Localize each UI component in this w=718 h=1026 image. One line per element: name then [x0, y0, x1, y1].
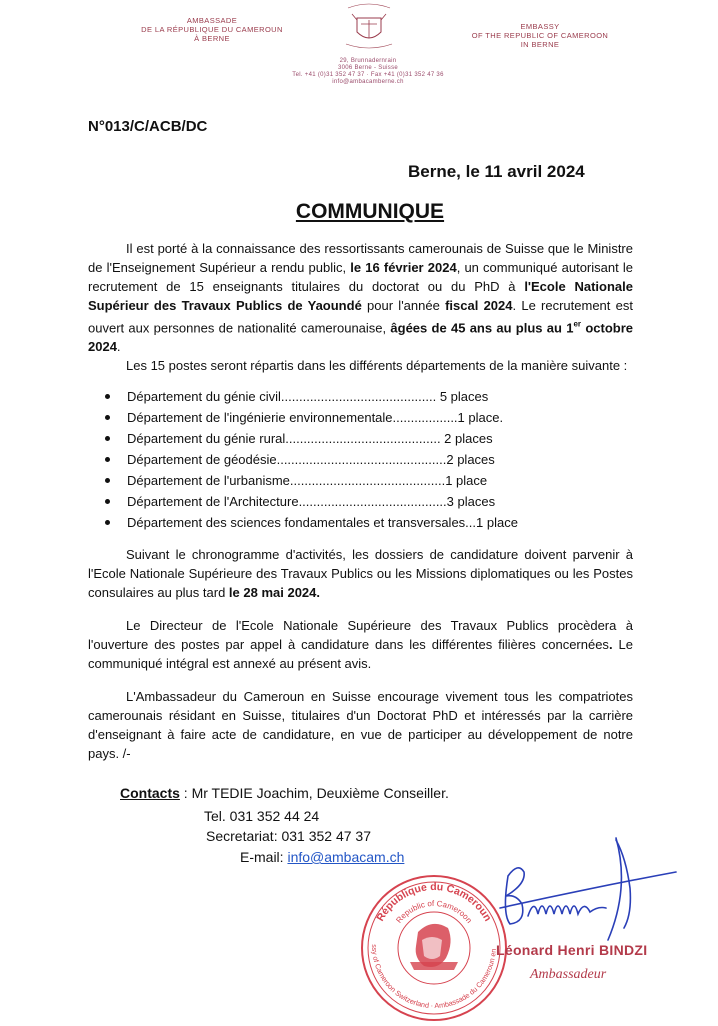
text-bold: octobre 2024 [88, 320, 633, 355]
list-item: Département de l'urbanisme...........................................1 place [100, 470, 580, 491]
seal-text-middle: Republic of Cameroon [394, 898, 474, 925]
address-line: 3006 Berne - Suisse [337, 65, 399, 71]
paragraph-director [88, 616, 633, 673]
list-item: Département du génie civil........................................... 5 places [100, 386, 580, 407]
letterhead-left-line: À BERNE [194, 34, 230, 43]
letterhead-left [112, 16, 312, 43]
text-run: Suivant le chronogramme d'activités, les dossiers de candidature doivent parvenir à l'Ecole Nationale Supérieure des Travaux Publics ou les Missions diplomatiques ou les Postes consulaires au plus tard [88, 547, 633, 600]
address-line: 29, Brunnadernrain [339, 58, 397, 64]
ambassador-name: Léonard Henri BINDZI [496, 942, 648, 958]
document-title: COMMUNIQUE [295, 200, 445, 223]
handwritten-signature [480, 828, 680, 948]
letterhead-left-line: DE LA RÉPUBLIQUE DU CAMEROUN [141, 25, 283, 34]
text-run: pour l'année [361, 298, 446, 313]
letterhead-right-line: OF THE REPUBLIC OF CAMEROON [471, 31, 609, 40]
text-superscript: er [573, 320, 582, 329]
contacts-secretariat: Secretariat: 031 352 47 37 [206, 828, 372, 844]
ambassador-title: Ambassadeur [530, 967, 607, 982]
text-bold: fiscal 2024 [445, 298, 513, 313]
text-run: Il est porté à la connaissance des ressortissants camerounais de Suisse que le Ministre de l'Enseignement Supérieur a rendu public, [88, 241, 633, 275]
contacts-line [120, 784, 449, 803]
reference-number: N°013/C/ACB/DC [88, 118, 208, 135]
list-item: Département des sciences fondamentales et transversales...1 place [100, 512, 580, 533]
text-run: , un communiqué autorisant le recrutement de 15 enseignants titulaires du doctorat ou du PhD à [88, 260, 633, 294]
text-bold: âgées de 45 ans au plus au 1 [390, 320, 574, 336]
text-run: . Le recrutement est ouvert aux personnes de nationalité camerounaise, [88, 298, 633, 336]
list-item: Département de l'Architecture.........................................3 places [100, 491, 580, 512]
text-bold: l'Ecole Nationale Supérieur des Travaux Publics de Yaoundé [88, 279, 633, 313]
address-line: Tel. +41 (0)31 352 47 37 · Fax +41 (0)31 352 47 36 [292, 72, 444, 78]
text-run: . [116, 339, 121, 355]
list-item: Département de géodésie...............................................2 places [100, 449, 580, 470]
department-list [100, 386, 580, 533]
document-date: Berne, le 11 avril 2024 [408, 162, 585, 181]
contacts-name: : Mr TEDIE Joachim, Deuxième Conseiller. [179, 785, 449, 801]
contacts-email-line [240, 848, 404, 867]
paragraph-intro [88, 239, 633, 356]
text-bold: le 16 février 2024 [350, 260, 457, 275]
text-run: Le Directeur de l'Ecole Nationale Supérieure des Travaux Publics procèdera à l'ouverture des postes par appel à candidature dans les différentes filières concernées [88, 618, 633, 652]
text-run: Les 15 postes seront répartis dans les différents départements de la manière suivante : [126, 358, 628, 373]
letterhead-right [440, 22, 640, 49]
text-run: Le communiqué intégral est annexé au présent avis. [88, 637, 633, 671]
text-run: L'Ambassadeur du Cameroun en Suisse encourage vivement tous les compatriotes camerounais résidant en Suisse, titulaires d'un Doctorat PhD et intéressés par la carrière d'enseignant à faire acte de candidature, en vue de participer au développement de notre pays. /- [88, 689, 633, 761]
letterhead-right-line: EMBASSY [520, 22, 560, 31]
text-bold: . [608, 637, 613, 652]
seal-emblem-icon [410, 924, 458, 970]
letterhead-right-line: IN BERNE [520, 40, 560, 49]
text-bold: le 28 mai 2024. [228, 585, 320, 600]
letterhead-address [250, 58, 486, 86]
list-intro [88, 356, 633, 375]
seal-text-bottom: ssy of Cameroon Switzerland · Ambassade du Cameroun en [369, 944, 498, 1011]
list-item: Département du génie rural........................................... 2 places [100, 428, 580, 449]
coat-of-arms-icon [334, 2, 404, 54]
seal-text-top: République du Cameroun [374, 880, 494, 924]
paragraph-deadline [88, 545, 633, 602]
email-link[interactable]: info@ambacam.ch [287, 849, 405, 865]
contacts-tel: Tel. 031 352 44 24 [204, 808, 320, 824]
paragraph-encouragement [88, 687, 633, 763]
address-line: info@ambacamberne.ch [332, 79, 404, 85]
list-item: Département de l'ingénierie environnementale..................1 place. [100, 407, 580, 428]
contacts-label: Contacts [120, 785, 180, 801]
email-label: E-mail: [240, 849, 288, 865]
letterhead-left-line: AMBASSADE [186, 16, 238, 25]
